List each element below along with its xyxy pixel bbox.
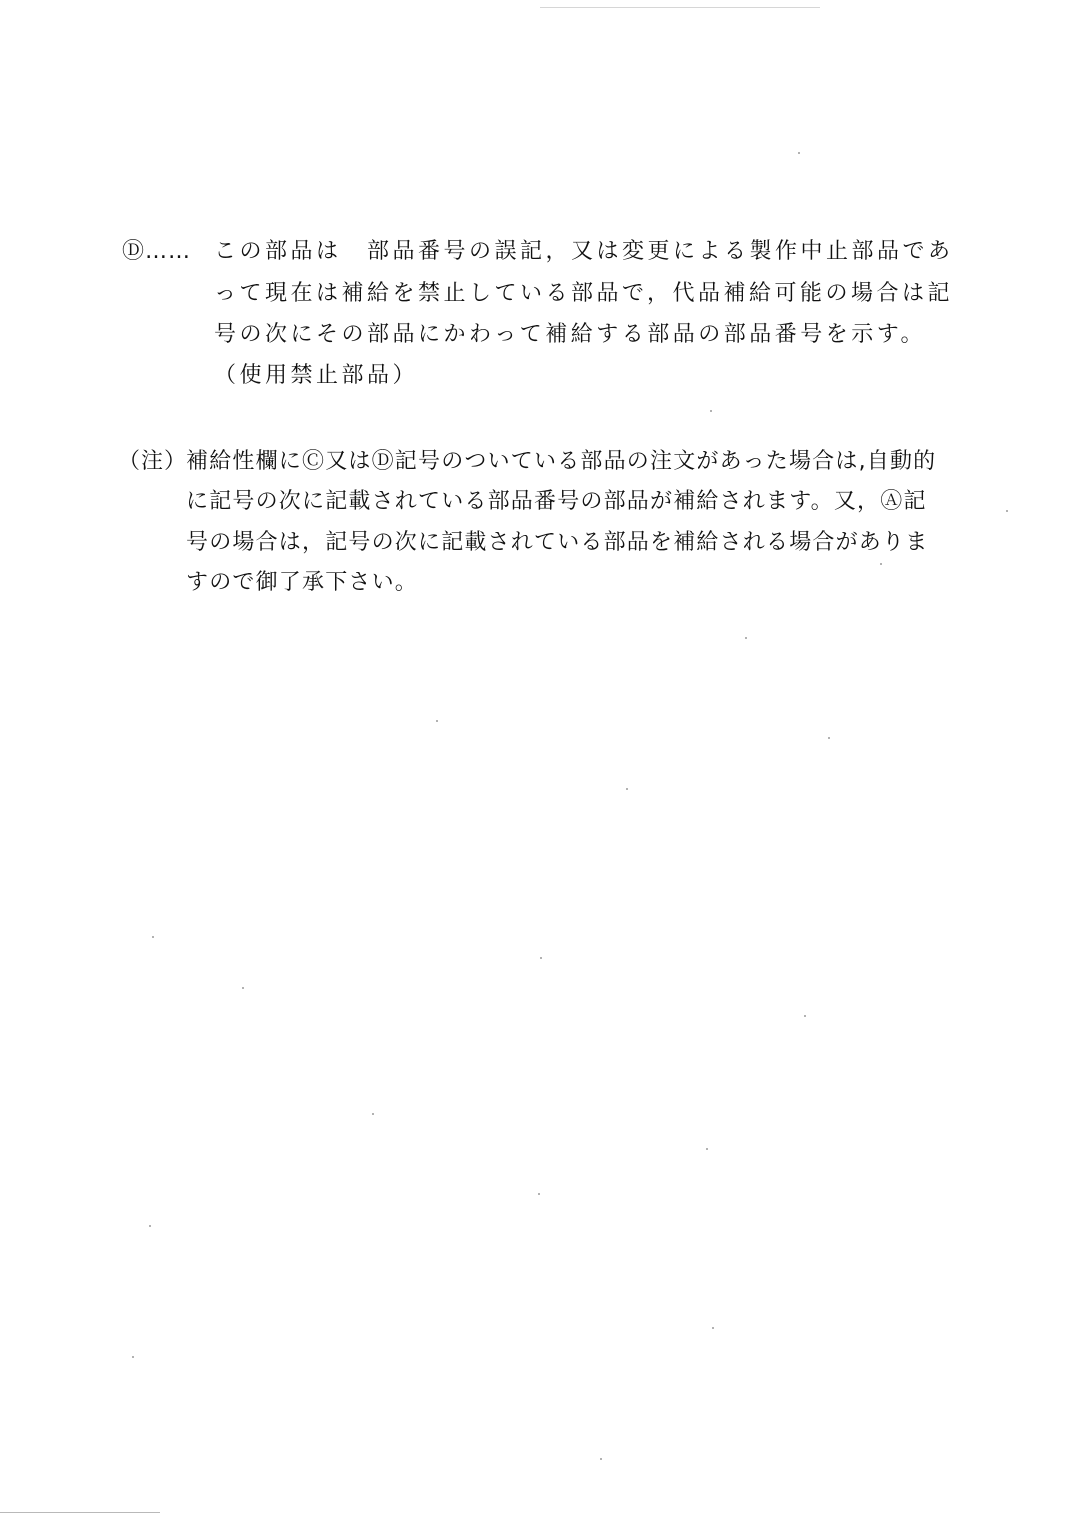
note-marker: （注） [118,449,188,474]
note-line-1: 補給性欄にⒸ又はⒹ記号のついている部品の注文があった場合は,自動的 [186,449,937,474]
note-line-3: 号の場合は，記号の次に記載されている部品を補給される場合がありま [186,530,929,555]
scan-speck [600,1458,602,1460]
scan-speck [880,563,882,565]
scan-speck [540,957,542,959]
note-line-4: すので御了承下さい。 [186,570,419,595]
scan-speck [798,152,800,154]
scan-speck [828,737,830,739]
scan-speck [242,987,244,989]
scan-speck [706,1148,708,1150]
note-line-2: に記号の次に記載されている部品番号の部品が補給されます。又，Ⓐ記 [186,489,927,514]
definition-line-1: この部品は 部品番号の誤記，又は変更による製作中止部品であ [214,239,954,264]
scan-speck [372,1113,374,1115]
scan-speck [1006,510,1008,512]
scan-speck [538,1193,540,1195]
scan-artifact-top [540,7,820,8]
scan-speck [152,936,154,938]
scan-speck [626,788,628,790]
definition-line-2: って現在は補給を禁止している部品で，代品補給可能の場合は記 [214,281,954,306]
scan-speck [804,1015,806,1017]
scan-speck [436,720,438,722]
symbol-d-marker: Ⓓ…… [122,239,192,264]
definition-line-3: 号の次にその部品にかわって補給する部品の部品番号を示す。 [214,322,927,347]
scan-speck [745,637,747,639]
scan-speck [132,1356,134,1358]
scan-artifact-bottom [0,1512,160,1513]
scan-speck [710,410,712,412]
definition-line-4: （使用禁止部品） [214,363,419,388]
scan-speck [712,1327,714,1329]
scan-speck [149,1225,151,1227]
